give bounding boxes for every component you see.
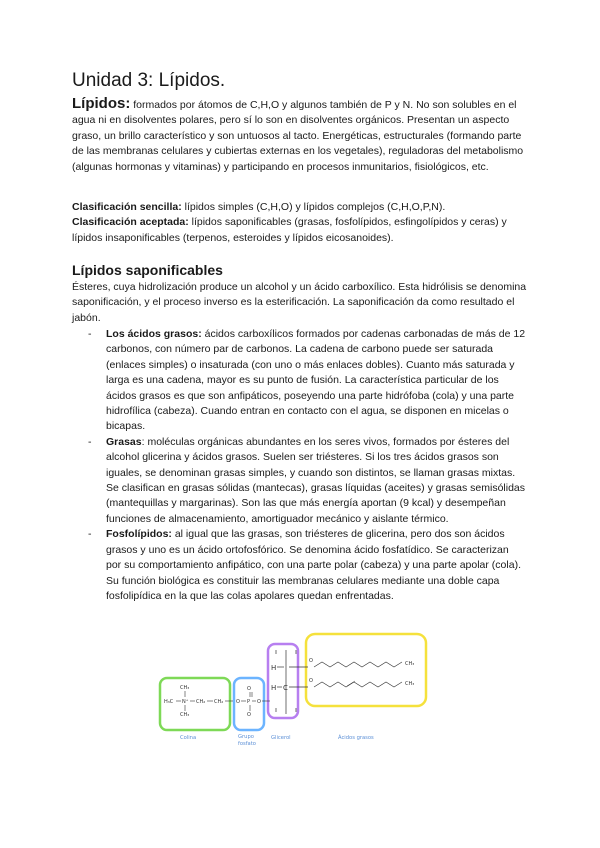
label-fatty-acids: Ácidos grasos	[338, 735, 374, 741]
choline-structure	[164, 685, 233, 718]
chain-saturated	[314, 662, 402, 667]
chem-o-ester-1: O	[309, 658, 313, 664]
intro-text: formados por átomos de C,H,O y algunos también de P y N. No son solubles en el agua ni en disolventes polares, pero sí lo son en disolventes orgánicos. Presentan un aspecto graso, un brillo característico y son untuosos al tacto. Energéticas, estructurales (formando parte de las membranas celulares y cubiertas externas en los vegetales), reguladoras del metabolismo (algunas hormonas y vitaminas) y participando en procesos inmunitarios, fisiológicos, etc.	[72, 99, 524, 173]
fatty-acids-box	[306, 634, 426, 706]
chem-ch3-top: CH₃	[180, 685, 190, 691]
phospholipid-diagram	[158, 632, 434, 752]
label-glycerol: Glicerol	[271, 735, 291, 741]
chain-unsaturated	[314, 682, 402, 687]
saponifiable-heading: Lípidos saponificables	[72, 262, 223, 278]
chem-ch3-tail-2: CH₃	[405, 681, 415, 687]
label-choline: Colina	[180, 735, 197, 741]
list-item-fats: - Grasas: moléculas orgánicas abundantes en los seres vivos, formados por ésteres del alcohol glicerina y ácidos grasos. Suelen ser triésteres. Si los tres ácidos grasos son iguales, se denominan grasas simples, y cuando son distintos, se llaman grasas mixtas. Se clasifican en grasas sólidas (mantecas), grasas líquidas (aceites) y grasas semisólidas (mantequillas y margarinas). Son las que más energía aportan (9 kcal) y desempeñan funciones de almacenamiento, amortiguador mecánico y aislante térmico.	[88, 435, 526, 525]
chem-n-plus: N⁺	[182, 699, 189, 705]
accepted-classification-text: lípidos saponificables (grasas, fosfolípidos, esfingolípidos y ceras) y lípidos insaponificables (terpenos, esteroides y lípidos eicosanoides).	[72, 216, 507, 244]
accepted-classification-label: Clasificación aceptada:	[72, 216, 189, 229]
chem-o-top: O	[247, 686, 251, 692]
list-item-text: ácidos carboxílicos formados por cadenas carbonadas de más de 12 carbonos, con número par de carbonos. La cadena de carbono puede ser saturada (enlaces simples) o insaturada (con uno o más enlaces dobles). Cuanto más saturada y larga es una cadena, mayor es su punto de fusión. La característica particular de los ácidos grasos es que son anfipáticos, poseyendo una parte hidrófoba (cola) y una parte hidrofílica (cabeza). Cuando entran en contacto con el agua, se disponen en micelas o bicapas.	[106, 328, 526, 433]
list-item-text: al igual que las grasas, son triésteres de glicerina, pero dos son ácidos grasos y uno es un ácido ortofosfórico. Se denomina ácido fosfatídico. Se caracterizan por su comportamiento anfipático, con una parte polar (cabeza) y una parte apolar (cola). Su función biológica es constituir las membranas celulares mediante una doble capa fosfolipídica en la que las colas apolares quedan enfrentadas.	[106, 528, 521, 602]
saponifiable-paragraph: Ésteres, cuya hidrolización produce un alcohol y un ácido carboxílico. Esta hidrólisis se denomina saponificación, y el proceso inverso es la esterificación. La saponificación da como resultado el jabón.	[72, 281, 527, 324]
chem-c-mid: C	[283, 684, 288, 692]
chem-o-left: O	[236, 699, 240, 705]
list-item-phospholipids: - Fosfolípidos: al igual que las grasas, son triésteres de glicerina, pero dos son ácidos grasos y uno es un ácido ortofosfórico. Se denomina ácido fosfatídico. Se caracterizan por su comportamiento anfipático, con una parte polar (cabeza) y una parte apolar (cola). Su función biológica es constituir las membranas celulares mediante una doble capa fosfolipídica en la que las colas apolares quedan enfrentadas.	[88, 528, 521, 602]
saponifiable-list	[88, 327, 526, 604]
chem-h-mid: H	[271, 684, 277, 692]
chem-ch2-a: CH₂	[196, 699, 206, 705]
chem-ch3-tail-1: CH₃	[405, 661, 415, 667]
chem-o-right: O	[257, 699, 261, 705]
glycerol-structure	[271, 650, 308, 714]
list-item-fatty-acids: - Los ácidos grasos: ácidos carboxílicos formados por cadenas carbonadas de más de 12 carbonos, con número par de carbonos. La cadena de carbono puede ser saturada (enlaces simples) o insaturada (con uno o más enlaces dobles). Cuanto más saturada y larga es una cadena, mayor es su punto de fusión. La característica particular de los ácidos grasos es que son anfipáticos, poseyendo una parte hidrófoba (cola) y una parte hidrofílica (cabeza). Cuando entran en contacto con el agua, se disponen en micelas o bicapas.	[88, 328, 526, 433]
chem-p: P	[247, 699, 251, 705]
simple-classification-text: lípidos simples (C,H,O) y lípidos complejos (C,H,O,P,N).	[181, 201, 446, 213]
chem-o-ester-2: O	[309, 678, 313, 684]
chem-h3c: H₃C	[164, 699, 174, 705]
list-item-text: : moléculas orgánicas abundantes en los seres vivos, formados por ésteres del alcohol glicerina y ácidos grasos. Suelen ser triésteres. Si los tres ácidos grasos son iguales, se denominan grasas simples, y cuando son distintos, se llaman grasas mixtas. Se clasifican en grasas sólidas (mantecas), grasas líquidas (aceites) y grasas semisólidas (mantequillas y margarinas). Son las que más energía aportan (9 kcal) y desempeñan funciones de almacenamiento, amortiguador mecánico y aislante térmico.	[106, 435, 526, 525]
fatty-acid-chains	[309, 658, 414, 687]
chem-o-bottom: O	[247, 712, 251, 718]
glycerol-box	[268, 644, 298, 718]
list-item-label: Los ácidos grasos:	[106, 328, 202, 340]
list-item-label: Grasas	[106, 435, 142, 448]
list-item-label: Fosfolípidos:	[106, 528, 172, 541]
page-title: Unidad 3: Lípidos.	[72, 70, 226, 91]
simple-classification-label: Clasificación sencilla:	[72, 201, 182, 213]
intro-paragraph	[72, 96, 532, 175]
label-phosphate-line2: fosfato	[238, 741, 256, 747]
chem-ch3-bottom: CH₃	[180, 712, 190, 718]
label-phosphate-line1: Grupo	[238, 734, 254, 740]
intro-lead: Lípidos:	[72, 95, 131, 112]
chem-h-top: H	[271, 664, 277, 672]
chem-ch2-b: CH₂	[214, 699, 224, 705]
classification-paragraph	[72, 200, 532, 246]
